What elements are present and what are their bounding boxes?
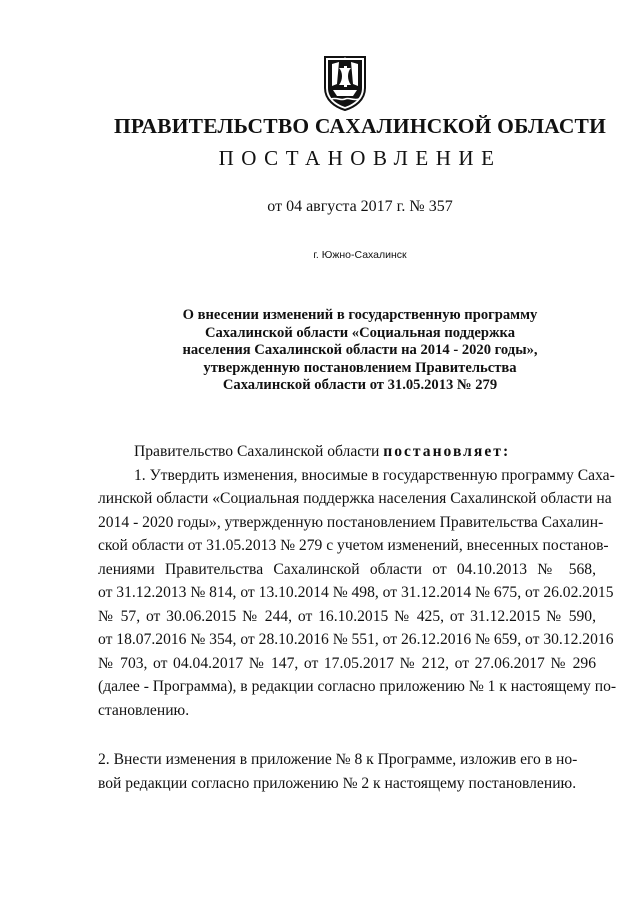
document-date-number: от 04 августа 2017 г. № 357 — [267, 198, 453, 215]
paragraph-1-line: (далее - Программа), в редакции согласно приложению № 1 к настоящему по- — [98, 678, 617, 695]
preamble-verb: постановляет: — [383, 443, 511, 460]
paragraph-1-line: линской области «Социальная поддержка населения Сахалинской области на — [98, 490, 612, 507]
paragraph-1-line: становлению. — [98, 701, 190, 719]
paragraph-2-line: вой редакции согласно приложению № 2 к настоящему постановлению. — [98, 774, 577, 792]
subject-line: утвержденную постановлением Правительства — [203, 359, 517, 376]
document-body — [98, 440, 617, 722]
organization-title: ПРАВИТЕЛЬСТВО САХАЛИНСКОЙ ОБЛАСТИ — [113, 114, 607, 138]
paragraph-1-line: ской области от 31.05.2013 № 279 с учетом изменений, внесенных постанов- — [98, 537, 609, 554]
preamble-text: Правительство Сахалинской области — [134, 443, 384, 460]
preamble — [98, 440, 596, 464]
coat-of-arms-icon — [321, 54, 369, 112]
paragraph-1-line: от 18.07.2016 № 354, от 28.10.2016 № 551, от 26.12.2016 № 659, от 30.12.2016 — [98, 631, 614, 648]
document-subject — [100, 307, 620, 395]
paragraph-2 — [98, 748, 596, 795]
paragraph-1-line: 2014 - 2020 годы», утвержденную постановлением Правительства Сахалин- — [98, 513, 604, 531]
paragraph-2-line: 2. Внести изменения в приложение № 8 к Программе, изложив его в но- — [98, 751, 578, 768]
document-type: ПОСТАНОВЛЕНИЕ — [218, 146, 502, 170]
paragraph-1-line: 1. Утвердить изменения, вносимые в государственную программу Саха- — [134, 466, 615, 484]
subject-line: О внесении изменений в государственную программу — [182, 307, 538, 323]
subject-line: Сахалинской области от 31.05.2013 № 279 — [222, 377, 498, 393]
subject-line: населения Сахалинской области на 2014 - 2020 годы», — [182, 342, 538, 358]
paragraph-1-line: № 703, от 04.04.2017 № 147, от 17.05.2017 № 212, от 27.06.2017 № 296 — [98, 654, 596, 672]
paragraph-1-line: от 31.12.2013 № 814, от 13.10.2014 № 498, от 31.12.2014 № 675, от 26.02.2015 — [98, 584, 614, 601]
paragraph-1-line: № 57, от 30.06.2015 № 244, от 16.10.2015 № 425, от 31.12.2015 № 590, — [98, 607, 596, 625]
subject-line: Сахалинской области «Социальная поддержка — [204, 324, 516, 341]
document-city: г. Южно-Сахалинск — [313, 249, 407, 261]
paragraph-1-line: лениями Правительства Сахалинской области от 04.10.2013 № 568, — [98, 560, 596, 578]
